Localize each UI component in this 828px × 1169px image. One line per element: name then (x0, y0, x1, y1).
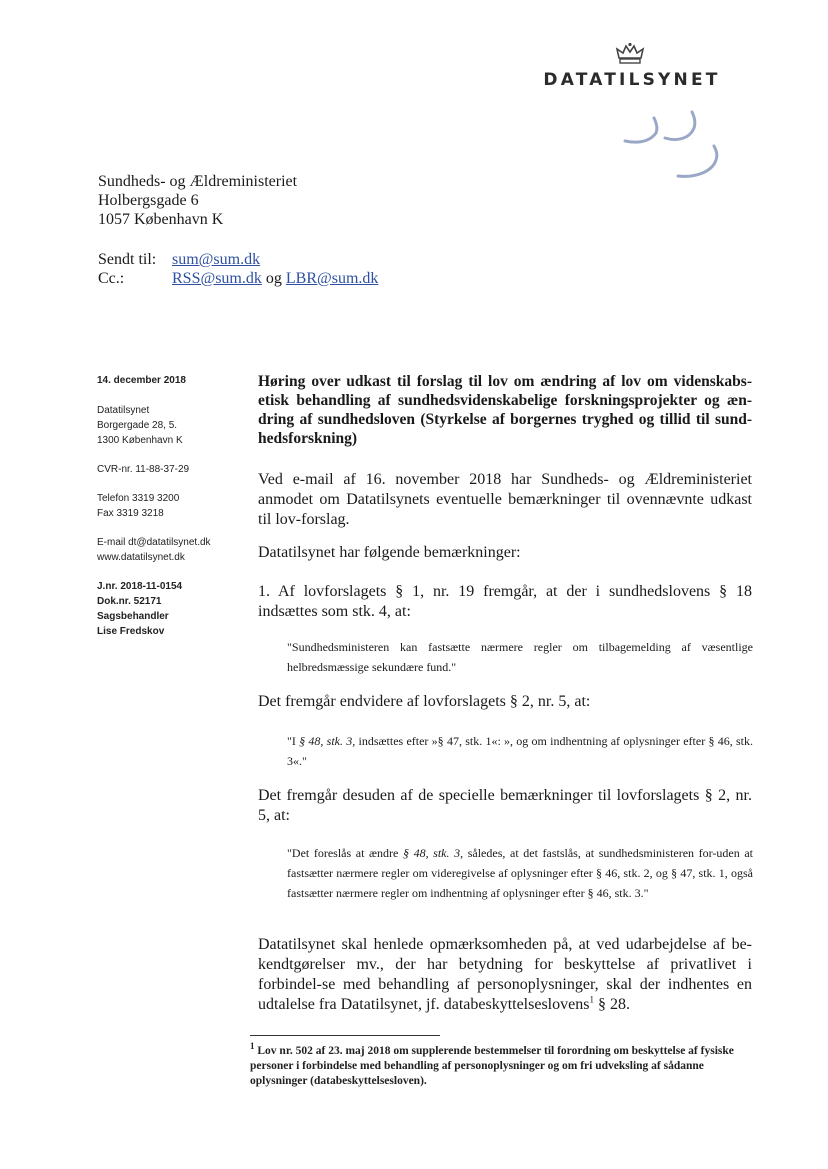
sender-street: Borgergade 28, 5. (97, 420, 178, 431)
quote-2 (287, 731, 753, 771)
footnote-divider (250, 1035, 440, 1036)
recipient-address (98, 172, 297, 229)
footnote-reference[interactable]: 1 (589, 994, 594, 1005)
cc-email-link-2[interactable]: LBR@sum.dk (285, 270, 379, 287)
quote-1: "Sundhedsministeren kan fastsætte nærmere regler om tilbagemelding af væsentlige helbredsmæssige sekundære fund." (287, 640, 753, 674)
sent-to-row (98, 250, 378, 269)
paragraph-intro: Ved e-mail af 16. november 2018 har Sundheds- og Ældreministeriet anmodet om Datatilsynets eventuelle bemærkninger til ovennævnte udkast til lov-forslag. (258, 471, 752, 528)
contact-online (97, 535, 247, 565)
letter-heading: Høring over udkast til forslag til lov om ændring af lov om videnskabs-etisk behandling af sundhedsvidenskabelige forskningsprojekter og æn-dring af sundhedsloven (Styrkelse af borgernes tryghed og tillid til sund-hedsforskning) (258, 373, 752, 447)
cvr-number: CVR-nr. 11-88-37-29 (97, 464, 190, 475)
quote-3-part-b: , således, at det fastslås, at sundhedsministeren for-uden at fastsætter nærmere regler om videregivelse af oplysninger efter § 46, stk. 2, og § 47, stk. 1, også fastsætter nærmere regler om indhentning af oplysninger efter § 46, stk. 3." (287, 846, 753, 900)
sent-to-email-link[interactable]: sum@sum.dk (172, 251, 261, 268)
quote-3-emphasis: § 48, stk. 3 (402, 846, 461, 860)
consultation-text: Datatilsynet skal henlede opmærksomheden på, at ved udarbejdelse af be-kendtgørelser mv., der har betydning for beskyttelse af privatlivet i forbindel-se med behandling af personoplysninger, skal der indhentes en udtalelse fra Datatilsynet, jf. databeskyttelseslovens (258, 936, 752, 1013)
fax-number: Fax 3319 3218 (97, 508, 164, 519)
handwritten-mark (620, 108, 730, 183)
quote-3 (287, 843, 753, 903)
sender-name: Datatilsynet (97, 405, 150, 416)
quote-2-part-a: "I (287, 734, 300, 748)
consultation-section: § 28. (593, 996, 630, 1013)
quote-2-emphasis: § 48, stk. 3, (299, 734, 356, 748)
document-number: Dok.nr. 52171 (97, 596, 162, 607)
logo-text: DATATILSYNET (543, 70, 721, 90)
point-number: 1. (258, 583, 270, 600)
footnote (250, 1041, 750, 1089)
paragraph-remarks-intro: Datatilsynet har følgende bemærkninger: (258, 544, 521, 561)
sender-email[interactable]: E-mail dt@datatilsynet.dk (97, 537, 211, 548)
datatilsynet-logo (520, 42, 740, 90)
footnote-text: Lov nr. 502 af 23. maj 2018 om supplerende bestemmelser til forordning om beskyttelse af fysiske personer i forbindelse med behandling af personoplysninger og om fri udveksling af sådanne oplysninger (databeskyttelsesloven). (250, 1045, 734, 1087)
recipient-line-3: 1057 København K (98, 211, 224, 228)
phone-fax (97, 491, 247, 521)
point-1-text: Af lovforslagets § 1, nr. 19 fremgår, at der i sundhedslovens § 18 indsættes som stk. 4, at: (258, 583, 753, 620)
paragraph-consultation (258, 935, 752, 1015)
recipient-line-2: Holbergsgade 6 (98, 192, 199, 209)
footnote-number: 1 (250, 1041, 255, 1052)
phone-number: Telefon 3319 3200 (97, 493, 180, 504)
sent-to-label: Sendt til: (98, 251, 157, 268)
letter-date: 14. december 2018 (97, 375, 186, 386)
mail-recipients (98, 250, 378, 288)
sender-address (97, 403, 247, 448)
case-info (97, 579, 247, 639)
quote-3-part-a: "Det foreslås at ændre (287, 846, 403, 860)
paragraph-special-remarks: Det fremgår desuden af de specielle bemærkninger til lovforslagets § 2, nr. 5, at: (258, 787, 752, 824)
cc-joiner: og (265, 270, 282, 287)
paragraph-point-1 (258, 582, 752, 622)
cc-label: Cc.: (98, 270, 125, 287)
cc-row (98, 269, 378, 288)
journal-number: J.nr. 2018-11-0154 (97, 581, 183, 592)
cc-email-link-1[interactable]: RSS@sum.dk (172, 270, 262, 287)
sender-city: 1300 København K (97, 435, 183, 446)
sender-sidebar (97, 373, 247, 653)
recipient-line-1: Sundheds- og Ældreministeriet (98, 173, 298, 190)
case-handler-label: Sagsbehandler (97, 611, 169, 622)
paragraph-section-2: Det fremgår endvidere af lovforslagets § 2, nr. 5, at: (258, 693, 591, 710)
case-handler-name: Lise Fredskov (97, 626, 165, 637)
sender-website[interactable]: www.datatilsynet.dk (97, 552, 185, 563)
quote-2-part-b: indsættes efter »§ 47, stk. 1«: », og om indhentning af oplysninger efter § 46, stk. 3«." (287, 734, 753, 768)
crown-icon (615, 42, 645, 66)
